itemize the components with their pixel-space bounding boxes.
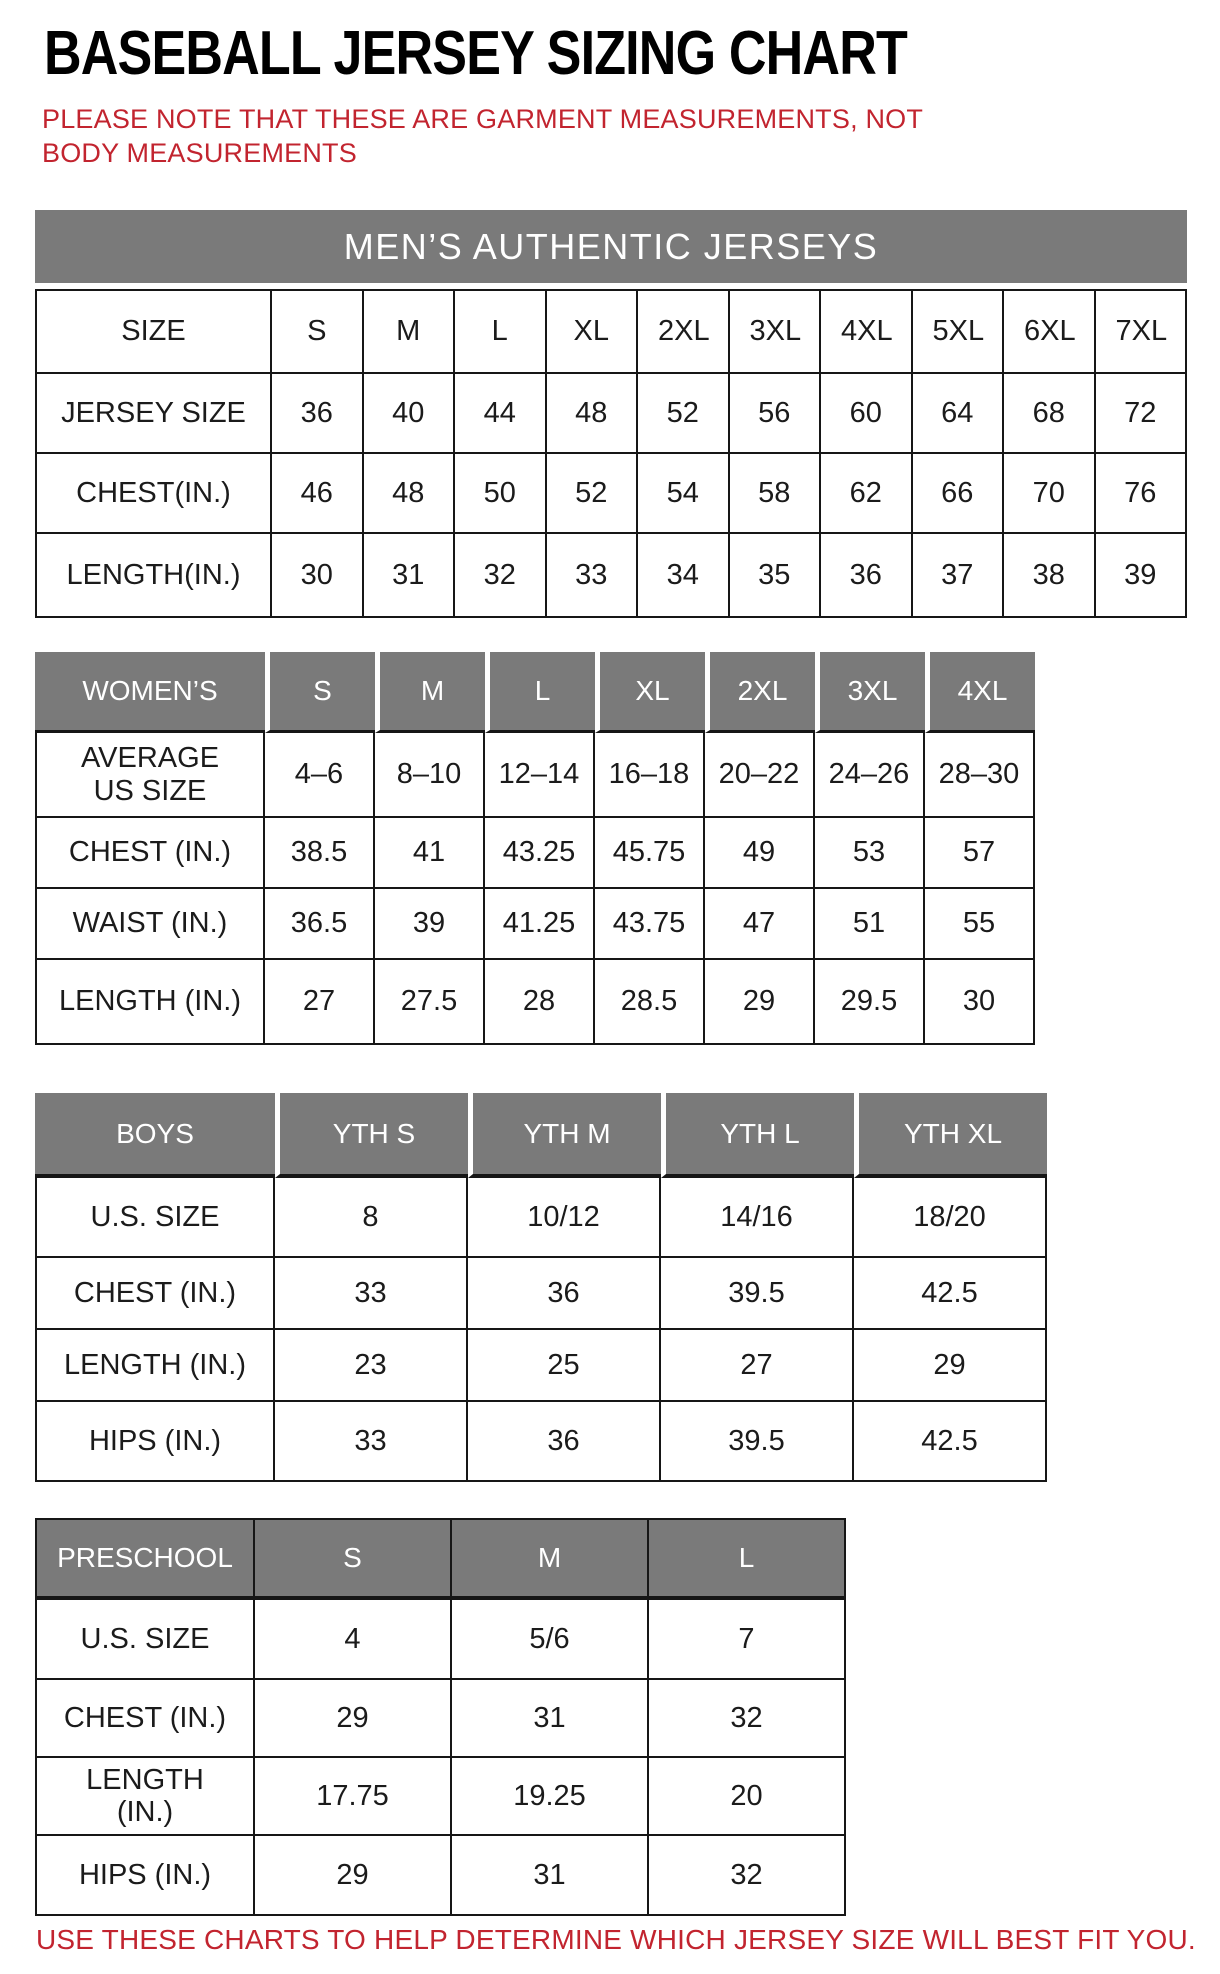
column-header-cell: M (375, 652, 485, 733)
column-header-cell: 2XL (638, 289, 730, 374)
value-cell: 29 (255, 1836, 452, 1916)
value-cell: 12–14 (485, 733, 595, 818)
value-cell: 38 (1004, 534, 1096, 618)
value-cell: 53 (815, 818, 925, 889)
value-cell: 4–6 (265, 733, 375, 818)
row-label-cell: HIPS (IN.) (35, 1836, 255, 1916)
column-header-cell: S (255, 1518, 452, 1600)
value-cell: 62 (821, 454, 913, 534)
table-row (35, 1330, 1047, 1402)
column-header-cell: L (455, 289, 547, 374)
row-label-cell: CHEST(IN.) (35, 454, 272, 534)
table-row (35, 1178, 1047, 1258)
value-cell: 27 (265, 960, 375, 1045)
value-cell: 5/6 (452, 1600, 649, 1680)
value-cell: 52 (638, 374, 730, 454)
value-cell: 29 (854, 1330, 1047, 1402)
column-header-cell: 3XL (730, 289, 822, 374)
value-cell: 30 (925, 960, 1035, 1045)
column-header-cell: M (452, 1518, 649, 1600)
value-cell: 29.5 (815, 960, 925, 1045)
row-label-cell: LENGTH (IN.) (35, 1758, 255, 1836)
value-cell: 33 (275, 1402, 468, 1482)
table-row (35, 818, 1035, 889)
row-label-cell: HIPS (IN.) (35, 1402, 275, 1482)
value-cell: 56 (730, 374, 822, 454)
value-cell: 41 (375, 818, 485, 889)
table-row (35, 374, 1187, 454)
value-cell: 68 (1004, 374, 1096, 454)
row-label-cell: JERSEY SIZE (35, 374, 272, 454)
value-cell: 48 (364, 454, 456, 534)
value-cell: 14/16 (661, 1178, 854, 1258)
table-row (35, 534, 1187, 618)
value-cell: 36 (468, 1258, 661, 1330)
value-cell: 23 (275, 1330, 468, 1402)
column-header-cell: YTH M (468, 1093, 661, 1178)
mens-sizing-table (35, 210, 1187, 618)
value-cell: 27.5 (375, 960, 485, 1045)
value-cell: 36 (468, 1402, 661, 1482)
value-cell: 43.25 (485, 818, 595, 889)
value-cell: 36 (821, 534, 913, 618)
value-cell: 34 (638, 534, 730, 618)
womens-sizing-table (35, 652, 1035, 1045)
value-cell: 40 (364, 374, 456, 454)
table-row (35, 1258, 1047, 1330)
value-cell: 49 (705, 818, 815, 889)
value-cell: 29 (255, 1680, 452, 1758)
value-cell: 37 (913, 534, 1005, 618)
row-label-cell: CHEST (IN.) (35, 818, 265, 889)
value-cell: 17.75 (255, 1758, 452, 1836)
value-cell: 8–10 (375, 733, 485, 818)
value-cell: 29 (705, 960, 815, 1045)
value-cell: 58 (730, 454, 822, 534)
row-label-cell: U.S. SIZE (35, 1600, 255, 1680)
value-cell: 39.5 (661, 1402, 854, 1482)
value-cell: 20–22 (705, 733, 815, 818)
value-cell: 27 (661, 1330, 854, 1402)
column-header-cell: YTH S (275, 1093, 468, 1178)
value-cell: 44 (455, 374, 547, 454)
value-cell: 35 (730, 534, 822, 618)
value-cell: 54 (638, 454, 730, 534)
value-cell: 8 (275, 1178, 468, 1258)
value-cell: 31 (364, 534, 456, 618)
value-cell: 28 (485, 960, 595, 1045)
value-cell: 60 (821, 374, 913, 454)
womens-corner-header: WOMEN’S (35, 652, 265, 733)
value-cell: 33 (547, 534, 639, 618)
row-label-cell: AVERAGE US SIZE (35, 733, 265, 818)
column-header-cell: S (265, 652, 375, 733)
value-cell: 32 (455, 534, 547, 618)
table-row (35, 1402, 1047, 1482)
value-cell: 64 (913, 374, 1005, 454)
column-header-cell: 3XL (815, 652, 925, 733)
value-cell: 46 (272, 454, 364, 534)
column-header-cell: XL (547, 289, 639, 374)
value-cell: 45.75 (595, 818, 705, 889)
value-cell: 42.5 (854, 1402, 1047, 1482)
column-header-cell: L (485, 652, 595, 733)
value-cell: 52 (547, 454, 639, 534)
column-header-cell: 5XL (913, 289, 1005, 374)
value-cell: 42.5 (854, 1258, 1047, 1330)
value-cell: 36 (272, 374, 364, 454)
column-header-cell: YTH XL (854, 1093, 1047, 1178)
table-row (35, 1600, 846, 1680)
column-header-cell: L (649, 1518, 846, 1600)
value-cell: 18/20 (854, 1178, 1047, 1258)
row-label-cell: CHEST (IN.) (35, 1680, 255, 1758)
value-cell: 43.75 (595, 889, 705, 960)
value-cell: 32 (649, 1680, 846, 1758)
row-label-cell: LENGTH(IN.) (35, 534, 272, 618)
value-cell: 72 (1096, 374, 1188, 454)
table-row (35, 1758, 846, 1836)
value-cell: 41.25 (485, 889, 595, 960)
table-row (35, 1836, 846, 1916)
column-header-cell: 4XL (821, 289, 913, 374)
column-header-cell: 4XL (925, 652, 1035, 733)
value-cell: 39 (375, 889, 485, 960)
value-cell: 48 (547, 374, 639, 454)
column-header-cell: XL (595, 652, 705, 733)
preschool-corner-header: PRESCHOOL (35, 1518, 255, 1600)
value-cell: 25 (468, 1330, 661, 1402)
boys-corner-header: BOYS (35, 1093, 275, 1178)
row-label-cell: WAIST (IN.) (35, 889, 265, 960)
value-cell: 33 (275, 1258, 468, 1330)
value-cell: 57 (925, 818, 1035, 889)
row-label-cell: U.S. SIZE (35, 1178, 275, 1258)
value-cell: 31 (452, 1680, 649, 1758)
column-header-cell: M (364, 289, 456, 374)
row-label-cell: LENGTH (IN.) (35, 960, 265, 1045)
value-cell: 38.5 (265, 818, 375, 889)
value-cell: 28.5 (595, 960, 705, 1045)
value-cell: 24–26 (815, 733, 925, 818)
value-cell: 19.25 (452, 1758, 649, 1836)
value-cell: 32 (649, 1836, 846, 1916)
row-label-cell: CHEST (IN.) (35, 1258, 275, 1330)
value-cell: 50 (455, 454, 547, 534)
value-cell: 39.5 (661, 1258, 854, 1330)
value-cell: 7 (649, 1600, 846, 1680)
value-cell: 28–30 (925, 733, 1035, 818)
value-cell: 76 (1096, 454, 1188, 534)
value-cell: 4 (255, 1600, 452, 1680)
preschool-sizing-table (35, 1518, 846, 1916)
garment-measurement-note: PLEASE NOTE THAT THESE ARE GARMENT MEASUREMENTS, NOT BODY MEASUREMENTS (42, 104, 923, 169)
value-cell: 30 (272, 534, 364, 618)
table-row (35, 454, 1187, 534)
column-header-cell: 7XL (1096, 289, 1188, 374)
value-cell: 66 (913, 454, 1005, 534)
value-cell: 36.5 (265, 889, 375, 960)
value-cell: 47 (705, 889, 815, 960)
column-header-cell: S (272, 289, 364, 374)
page-title: BASEBALL JERSEY SIZING CHART (44, 19, 907, 88)
table-row (35, 1680, 846, 1758)
table-row (35, 960, 1035, 1045)
value-cell: 31 (452, 1836, 649, 1916)
row-label-cell: LENGTH (IN.) (35, 1330, 275, 1402)
column-header-cell: 2XL (705, 652, 815, 733)
value-cell: 16–18 (595, 733, 705, 818)
column-header-cell: YTH L (661, 1093, 854, 1178)
boys-sizing-table (35, 1093, 1047, 1482)
value-cell: 20 (649, 1758, 846, 1836)
table-row (35, 733, 1035, 818)
value-cell: 10/12 (468, 1178, 661, 1258)
value-cell: 39 (1096, 534, 1188, 618)
footer-advice-text: USE THESE CHARTS TO HELP DETERMINE WHICH JERSEY SIZE WILL BEST FIT YOU. (36, 1924, 1196, 1955)
value-cell: 70 (1004, 454, 1096, 534)
value-cell: 55 (925, 889, 1035, 960)
value-cell: 51 (815, 889, 925, 960)
mens-banner: MEN’S AUTHENTIC JERSEYS (35, 210, 1187, 283)
table-row (35, 889, 1035, 960)
mens-corner-header: SIZE (35, 289, 272, 374)
column-header-cell: 6XL (1004, 289, 1096, 374)
